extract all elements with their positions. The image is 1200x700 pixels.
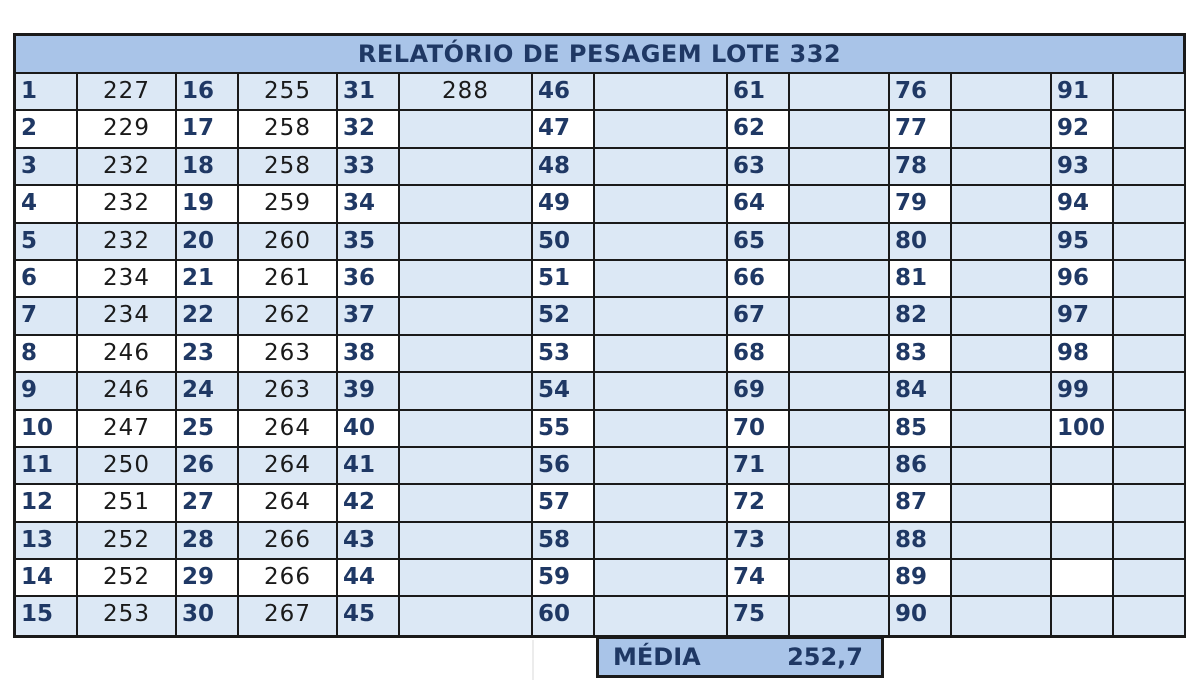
animal-number: 14 (16, 560, 78, 597)
weight-value (952, 448, 1052, 485)
animal-number: 77 (890, 111, 952, 148)
animal-number (1052, 597, 1114, 634)
weight-value (1114, 336, 1184, 373)
weight-value (595, 74, 728, 111)
weight-value (400, 298, 533, 335)
weight-value: 263 (239, 336, 338, 373)
animal-number: 36 (338, 261, 400, 298)
weight-value (400, 186, 533, 223)
animal-number: 52 (533, 298, 595, 335)
animal-number: 41 (338, 448, 400, 485)
weight-value (1114, 74, 1184, 111)
weight-value (1114, 373, 1184, 410)
weight-value: 234 (78, 298, 177, 335)
animal-number: 44 (338, 560, 400, 597)
animal-number: 9 (16, 373, 78, 410)
weight-value: 263 (239, 373, 338, 410)
animal-number: 87 (890, 485, 952, 522)
weights-grid (16, 74, 1183, 635)
animal-number: 24 (177, 373, 239, 410)
weight-value (400, 373, 533, 410)
animal-number: 64 (728, 186, 790, 223)
animal-number: 92 (1052, 111, 1114, 148)
weight-value: 259 (239, 186, 338, 223)
animal-number: 13 (16, 523, 78, 560)
animal-number: 80 (890, 224, 952, 261)
animal-number: 70 (728, 411, 790, 448)
animal-number: 66 (728, 261, 790, 298)
animal-number: 30 (177, 597, 239, 634)
animal-number: 90 (890, 597, 952, 634)
animal-number: 81 (890, 261, 952, 298)
animal-number: 79 (890, 186, 952, 223)
weight-value (952, 298, 1052, 335)
animal-number: 32 (338, 111, 400, 148)
divider-line (532, 640, 534, 680)
animal-number: 56 (533, 448, 595, 485)
weight-value: 252 (78, 523, 177, 560)
average-label: MÉDIA (613, 643, 701, 671)
animal-number: 1 (16, 74, 78, 111)
weight-value: 258 (239, 111, 338, 148)
weight-value: 250 (78, 448, 177, 485)
weight-value (595, 261, 728, 298)
animal-number: 74 (728, 560, 790, 597)
average-box (596, 636, 884, 678)
weight-value (952, 186, 1052, 223)
animal-number: 4 (16, 186, 78, 223)
animal-number: 35 (338, 224, 400, 261)
weight-value: 246 (78, 373, 177, 410)
animal-number: 82 (890, 298, 952, 335)
weight-value (400, 485, 533, 522)
animal-number: 72 (728, 485, 790, 522)
weight-value (1114, 224, 1184, 261)
animal-number: 21 (177, 261, 239, 298)
animal-number: 78 (890, 149, 952, 186)
weight-value (952, 597, 1052, 634)
weight-value (952, 560, 1052, 597)
weight-value (952, 485, 1052, 522)
weight-value (1114, 485, 1184, 522)
weight-value (595, 149, 728, 186)
weight-value: 266 (239, 523, 338, 560)
animal-number: 34 (338, 186, 400, 223)
weight-value (1114, 523, 1184, 560)
animal-number: 5 (16, 224, 78, 261)
weight-value (400, 336, 533, 373)
weight-value (400, 224, 533, 261)
animal-number: 48 (533, 149, 595, 186)
weight-value (595, 111, 728, 148)
weight-value (1114, 149, 1184, 186)
weight-value: 227 (78, 74, 177, 111)
animal-number: 99 (1052, 373, 1114, 410)
weight-value (1114, 298, 1184, 335)
weight-value (952, 74, 1052, 111)
weight-value (1114, 411, 1184, 448)
animal-number: 57 (533, 485, 595, 522)
weight-value (1114, 186, 1184, 223)
weight-value (790, 111, 890, 148)
animal-number: 63 (728, 149, 790, 186)
weight-value (400, 560, 533, 597)
animal-number: 47 (533, 111, 595, 148)
animal-number: 93 (1052, 149, 1114, 186)
animal-number: 75 (728, 597, 790, 634)
weight-value (952, 261, 1052, 298)
weight-value (1114, 597, 1184, 634)
animal-number: 17 (177, 111, 239, 148)
weight-value (790, 373, 890, 410)
weight-value (595, 186, 728, 223)
weight-value (595, 523, 728, 560)
animal-number (1052, 560, 1114, 597)
weight-value (595, 298, 728, 335)
animal-number: 84 (890, 373, 952, 410)
weight-value: 255 (239, 74, 338, 111)
weight-value (790, 298, 890, 335)
weight-value (400, 411, 533, 448)
weight-value (400, 597, 533, 634)
animal-number: 95 (1052, 224, 1114, 261)
weight-value (595, 336, 728, 373)
weight-value (595, 411, 728, 448)
weight-value: 232 (78, 224, 177, 261)
animal-number: 50 (533, 224, 595, 261)
weight-value: 261 (239, 261, 338, 298)
animal-number: 2 (16, 111, 78, 148)
weight-value (790, 411, 890, 448)
weight-value (952, 111, 1052, 148)
weight-value (1114, 111, 1184, 148)
weight-value: 246 (78, 336, 177, 373)
animal-number: 65 (728, 224, 790, 261)
animal-number: 73 (728, 523, 790, 560)
weight-value: 264 (239, 448, 338, 485)
animal-number: 85 (890, 411, 952, 448)
weight-value (400, 149, 533, 186)
weighing-report-table (13, 33, 1186, 638)
animal-number: 33 (338, 149, 400, 186)
animal-number: 96 (1052, 261, 1114, 298)
weight-value (952, 373, 1052, 410)
animal-number: 3 (16, 149, 78, 186)
animal-number: 28 (177, 523, 239, 560)
animal-number: 39 (338, 373, 400, 410)
animal-number: 98 (1052, 336, 1114, 373)
weight-value: 232 (78, 186, 177, 223)
animal-number: 15 (16, 597, 78, 634)
animal-number: 86 (890, 448, 952, 485)
animal-number: 51 (533, 261, 595, 298)
animal-number: 42 (338, 485, 400, 522)
weight-value: 234 (78, 261, 177, 298)
animal-number: 89 (890, 560, 952, 597)
animal-number: 71 (728, 448, 790, 485)
weight-value (1114, 560, 1184, 597)
animal-number: 60 (533, 597, 595, 634)
animal-number (1052, 523, 1114, 560)
animal-number: 16 (177, 74, 239, 111)
animal-number (1052, 485, 1114, 522)
weight-value: 253 (78, 597, 177, 634)
weight-value (400, 111, 533, 148)
animal-number: 37 (338, 298, 400, 335)
animal-number: 61 (728, 74, 790, 111)
weight-value (790, 448, 890, 485)
weight-value (790, 261, 890, 298)
animal-number: 100 (1052, 411, 1114, 448)
weight-value (595, 224, 728, 261)
animal-number: 62 (728, 111, 790, 148)
weight-value (400, 523, 533, 560)
animal-number: 45 (338, 597, 400, 634)
animal-number: 54 (533, 373, 595, 410)
weight-value: 247 (78, 411, 177, 448)
animal-number: 31 (338, 74, 400, 111)
animal-number: 18 (177, 149, 239, 186)
animal-number: 46 (533, 74, 595, 111)
weight-value (790, 186, 890, 223)
weight-value: 288 (400, 74, 533, 111)
animal-number: 43 (338, 523, 400, 560)
animal-number: 11 (16, 448, 78, 485)
animal-number: 55 (533, 411, 595, 448)
weight-value: 267 (239, 597, 338, 634)
weight-value (952, 336, 1052, 373)
animal-number: 26 (177, 448, 239, 485)
animal-number: 29 (177, 560, 239, 597)
weight-value (595, 560, 728, 597)
weight-value (790, 336, 890, 373)
animal-number: 76 (890, 74, 952, 111)
weight-value (952, 411, 1052, 448)
weight-value (595, 485, 728, 522)
weight-value (790, 74, 890, 111)
animal-number: 27 (177, 485, 239, 522)
weight-value (952, 523, 1052, 560)
animal-number: 91 (1052, 74, 1114, 111)
animal-number: 23 (177, 336, 239, 373)
weight-value: 252 (78, 560, 177, 597)
animal-number: 88 (890, 523, 952, 560)
weight-value: 260 (239, 224, 338, 261)
animal-number: 7 (16, 298, 78, 335)
weight-value (790, 560, 890, 597)
animal-number: 53 (533, 336, 595, 373)
animal-number: 6 (16, 261, 78, 298)
animal-number: 38 (338, 336, 400, 373)
animal-number: 20 (177, 224, 239, 261)
weight-value (790, 597, 890, 634)
weight-value (790, 149, 890, 186)
weight-value: 229 (78, 111, 177, 148)
animal-number: 12 (16, 485, 78, 522)
weight-value: 262 (239, 298, 338, 335)
weight-value: 258 (239, 149, 338, 186)
weight-value (790, 485, 890, 522)
animal-number: 58 (533, 523, 595, 560)
weight-value (1114, 448, 1184, 485)
weight-value: 251 (78, 485, 177, 522)
animal-number: 59 (533, 560, 595, 597)
animal-number: 97 (1052, 298, 1114, 335)
weight-value (952, 149, 1052, 186)
weight-value (595, 597, 728, 634)
animal-number: 68 (728, 336, 790, 373)
weight-value (400, 261, 533, 298)
animal-number: 69 (728, 373, 790, 410)
weight-value (1114, 261, 1184, 298)
weight-value (595, 448, 728, 485)
animal-number: 49 (533, 186, 595, 223)
animal-number: 8 (16, 336, 78, 373)
weight-value (790, 224, 890, 261)
weight-value (952, 224, 1052, 261)
weight-value: 232 (78, 149, 177, 186)
animal-number: 67 (728, 298, 790, 335)
weight-value (790, 523, 890, 560)
animal-number: 40 (338, 411, 400, 448)
animal-number: 19 (177, 186, 239, 223)
weight-value (595, 373, 728, 410)
average-value: 252,7 (787, 643, 863, 671)
weight-value (400, 448, 533, 485)
weight-value: 264 (239, 411, 338, 448)
animal-number: 10 (16, 411, 78, 448)
weight-value: 264 (239, 485, 338, 522)
animal-number: 25 (177, 411, 239, 448)
animal-number: 83 (890, 336, 952, 373)
animal-number: 94 (1052, 186, 1114, 223)
report-title: RELATÓRIO DE PESAGEM LOTE 332 (16, 36, 1183, 74)
animal-number: 22 (177, 298, 239, 335)
animal-number (1052, 448, 1114, 485)
weight-value: 266 (239, 560, 338, 597)
